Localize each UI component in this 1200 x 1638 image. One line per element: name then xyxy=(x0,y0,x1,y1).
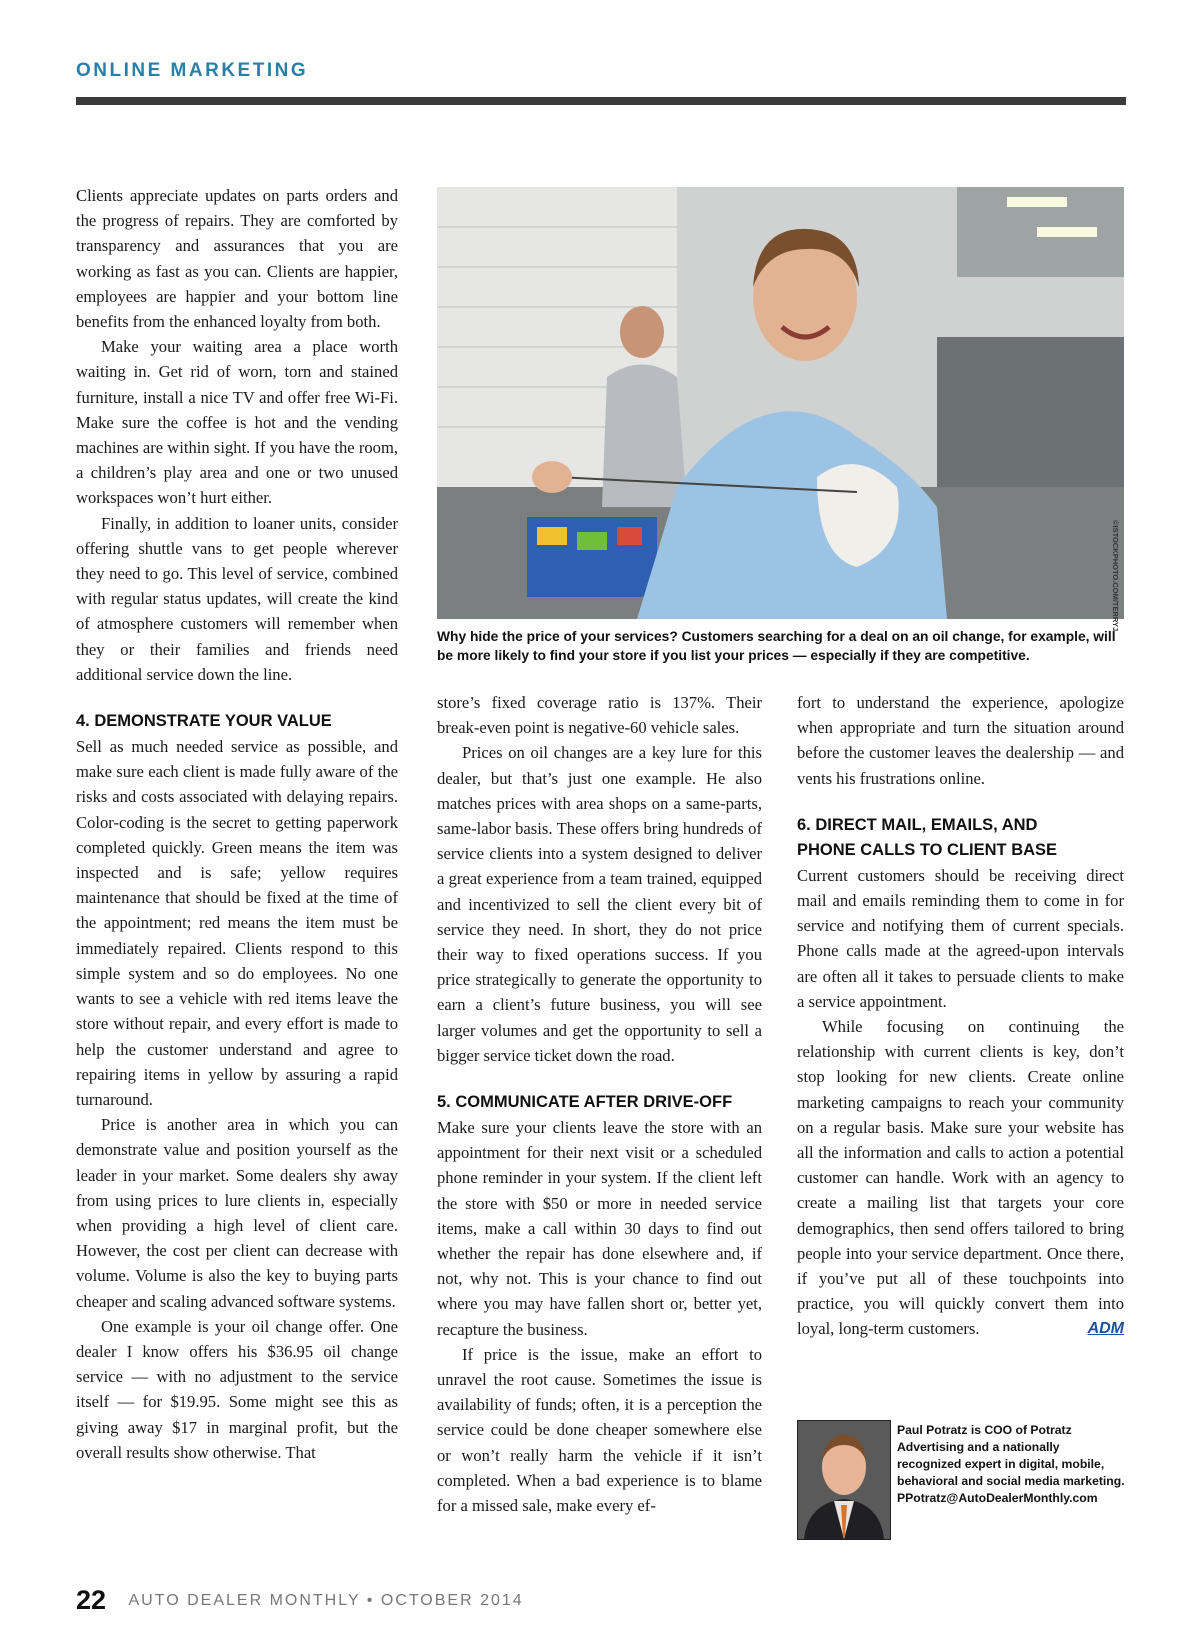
subheading-line-1: 6. DIRECT MAIL, EMAILS, AND xyxy=(797,815,1038,834)
subheading-direct-mail xyxy=(797,813,1124,863)
article-column-3 xyxy=(797,690,1124,1342)
paragraph: store’s fixed coverage ratio is 137%. Their break-even point is negative-60 vehicle sales. xyxy=(437,693,762,738)
paragraph: Current customers should be receiving direct mail and emails reminding them to come in for service and notifying them of current specials. Phone calls made at the agreed-upon intervals are often all it takes to persuade clients to make a service appointment. xyxy=(797,865,1124,1011)
page-number: 22 xyxy=(76,1585,107,1615)
page-footer xyxy=(76,1585,524,1616)
paragraph: If price is the issue, make an effort to unravel the root cause. Sometimes the issue is availability of funds; often, it is a perception the service could be done cheaper somewhere else or won’t really harm the vehicle if it isn’t completed. When a bad experience is to blame for a missed sale, make every ef- xyxy=(437,1344,762,1516)
photo-credit: ©ISTOCKPHOTO.COM/TERRYJ xyxy=(1111,520,1120,632)
publication-info: AUTO DEALER MONTHLY • OCTOBER 2014 xyxy=(128,1591,524,1609)
paragraph: One example is your oil change offer. One dealer I know offers his $36.95 oil change service — with no adjustment to the service itself — for $19.95. Some might see this as giving away $17 in marginal profit, but the overall results show otherwise. That xyxy=(76,1316,398,1462)
subheading-demonstrate-value: 4. DEMONSTRATE YOUR VALUE xyxy=(76,712,332,731)
paragraph: fort to understand the experience, apologize when appropriate and turn the situation around before the customer leaves the dealership — and vents his frustrations online. xyxy=(797,693,1124,788)
paragraph-text: While focusing on continuing the relationship with current clients is key, don’t stop looking for new clients. Create online marketing campaigns to reach your community on a regular basis. Make sure your website has all the information and calls to action a potential customer can handle. Work with an agency to create a mailing list that targets your core demographics, then send offers tailored to bring people into your service department. Once there, if you’ve put all of these touchpoints into practice, you will quickly convert them into loyal, long-term customers. xyxy=(797,1017,1124,1339)
article-column-1 xyxy=(76,183,398,1465)
adm-end-mark: ADM xyxy=(1087,1320,1124,1338)
paragraph: Prices on oil changes are a key lure for this dealer, but that’s just one example. He also matches prices with area shops on a same-parts, same-labor basis. These offers bring hundreds of service clients into a system designed to deliver a great experience from a team trained, equipped and incentivized to sell the client every bit of service they need. In short, they do not price their way to fixed operations success. If you price strategically to generate the opportunity to earn a client’s future business, you will see larger volumes and get the opportunity to sell a bigger service ticket down the road. xyxy=(437,743,762,1065)
mechanic-photo-illustration xyxy=(437,187,1124,619)
paragraph xyxy=(797,1014,1124,1342)
photo-caption: Why hide the price of your services? Customers searching for a deal on an oil change, for example, will be more likely to find your store if you list your prices — especially if they are competitive. xyxy=(437,629,1116,663)
section-label: ONLINE MARKETING xyxy=(76,60,309,81)
paragraph: Make sure your clients leave the store with an appointment for their next visit or a scheduled phone reminder in your system. If the client left the store with $50 or more in needed service items, make a call within 30 days to find out whether the repair has done elsewhere and, if not, why not. This is your chance to find out where you may have fallen short or, better yet, recapture the business. xyxy=(437,1118,762,1339)
paragraph: Sell as much needed service as possible, and make sure each client is made fully aware of the risks and costs associated with delaying repairs. Color-coding is the secret to getting paperwork completed quickly. Green means the item was inspected and is safe; yellow requires maintenance that should be fixed at the time of the appointment; red means the item must be immediately repaired. Clients respond to this simple system and so do employees. No one wants to see a vehicle with red items leave the store without repair, and every effort is made to help the customer understand and agree to repairing items in yellow by assuring a rapid turnaround. xyxy=(76,737,398,1109)
author-bio xyxy=(897,1422,1127,1507)
paragraph: Price is another area in which you can demonstrate value and position yourself as the leader in your market. Some dealers shy away from using prices to lure clients in, especially when providing a high level of client care. However, the cost per client can decrease with volume. Volume is also the key to buying parts cheaper and scaling advanced software systems. xyxy=(76,1115,398,1311)
header-divider xyxy=(76,97,1126,105)
author-headshot-illustration xyxy=(798,1421,890,1539)
article-column-2 xyxy=(437,690,762,1518)
subheading-line-2: PHONE CALLS TO CLIENT BASE xyxy=(797,840,1058,859)
paragraph: Finally, in addition to loaner units, consider offering shuttle vans to get people wherever they need to go. This level of service, combined with regular status updates, will create the kind of atmosphere customers will remember when they or their families and friends need additional service down the line. xyxy=(76,513,398,684)
paragraph: Clients appreciate updates on parts orders and the progress of repairs. They are comforted by transparency and assurances that you are working as fast as you can. Clients are happier, employees are happier and your bottom line benefits from the enhanced loyalty from both. xyxy=(76,186,398,332)
article-photo xyxy=(437,187,1124,619)
author-email: PPotratz@AutoDealerMonthly.com xyxy=(897,1491,1098,1505)
subheading-communicate-after-drive-off: 5. COMMUNICATE AFTER DRIVE-OFF xyxy=(437,1093,733,1112)
paragraph: Make your waiting area a place worth waiting in. Get rid of worn, torn and stained furniture, install a nice TV and offer free Wi-Fi. Make sure the coffee is hot and the vending machines are within sight. If you have the room, a children’s play area and one or two unused workspaces won’t hurt either. xyxy=(76,337,398,508)
author-headshot xyxy=(797,1420,891,1540)
author-bio-text: Paul Potratz is COO of Potratz Advertising and a nationally recognized expert in digital, mobile, behavioral and social media marketing. xyxy=(897,1423,1125,1488)
